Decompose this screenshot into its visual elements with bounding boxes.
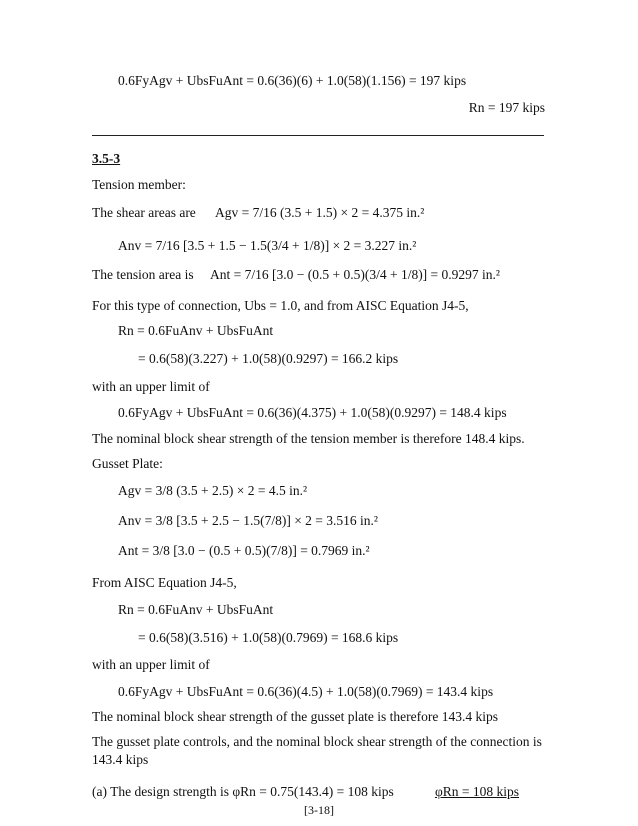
part-a-answer: φRn = 108 kips bbox=[434, 784, 519, 799]
tension-member-label: Tension member: bbox=[92, 177, 186, 192]
eq-rn-tension-member-2: = 0.6(58)(3.227) + 1.0(58)(0.9297) = 166.2 kips bbox=[138, 351, 399, 366]
nominal-strength-result-prev: Rn = 197 kips bbox=[468, 100, 545, 115]
controls-line-1: The gusset plate controls, and the nominal block shear strength of the connection is bbox=[92, 734, 542, 749]
eq-agv-tension-member: Agv = 7/16 (3.5 + 1.5) × 2 = 4.375 in.² bbox=[215, 205, 425, 220]
section-divider bbox=[92, 135, 544, 136]
gusset-plate-label: Gusset Plate: bbox=[92, 456, 163, 471]
aisc-equation-line: From AISC Equation J4-5, bbox=[92, 575, 237, 590]
eq-rn-gusset-plate-2: = 0.6(58)(3.516) + 1.0(58)(0.7969) = 168.6 kips bbox=[138, 630, 399, 645]
eq-upper-limit-tension-member: 0.6FyAgv + UbsFuAnt = 0.6(36)(4.375) + 1.0(58)(0.9297) = 148.4 kips bbox=[118, 405, 507, 420]
problem-heading: 3.5-3 bbox=[92, 151, 121, 166]
upper-limit-text-2: with an upper limit of bbox=[92, 657, 210, 672]
gusset-plate-conclusion: The nominal block shear strength of the gusset plate is therefore 143.4 kips bbox=[92, 709, 499, 724]
page-number: [3-18] bbox=[304, 803, 334, 817]
eq-anv-tension-member: Anv = 7/16 [3.5 + 1.5 − 1.5(3/4 + 1/8)] × 2 = 3.227 in.² bbox=[118, 238, 417, 253]
eq-anv-gusset-plate: Anv = 3/8 [3.5 + 2.5 − 1.5(7/8)] × 2 = 3.516 in.² bbox=[118, 513, 378, 528]
upper-limit-equation-prev: 0.6FyAgv + UbsFuAnt = 0.6(36)(6) + 1.0(58)(1.156) = 197 kips bbox=[118, 73, 467, 88]
eq-ant-tension-member: Ant = 7/16 [3.0 − (0.5 + 0.5)(3/4 + 1/8)] = 0.9297 in.² bbox=[210, 267, 500, 282]
tension-area-intro: The tension area is bbox=[92, 267, 194, 282]
eq-upper-limit-gusset-plate: 0.6FyAgv + UbsFuAnt = 0.6(36)(4.5) + 1.0(58)(0.7969) = 143.4 kips bbox=[118, 684, 494, 699]
tension-member-conclusion: The nominal block shear strength of the tension member is therefore 148.4 kips. bbox=[92, 431, 525, 446]
ubs-sentence: For this type of connection, Ubs = 1.0, and from AISC Equation J4-5, bbox=[92, 298, 469, 313]
eq-agv-gusset-plate: Agv = 3/8 (3.5 + 2.5) × 2 = 4.5 in.² bbox=[118, 483, 307, 498]
eq-rn-gusset-plate-1: Rn = 0.6FuAnv + UbsFuAnt bbox=[118, 602, 274, 617]
eq-ant-gusset-plate: Ant = 3/8 [3.0 − (0.5 + 0.5)(7/8)] = 0.7969 in.² bbox=[118, 543, 370, 558]
eq-rn-tension-member-1: Rn = 0.6FuAnv + UbsFuAnt bbox=[118, 323, 274, 338]
part-a-design-strength: (a) The design strength is φRn = 0.75(143.4) = 108 kips bbox=[92, 784, 394, 799]
upper-limit-text-1: with an upper limit of bbox=[92, 379, 210, 394]
controls-line-2: 143.4 kips bbox=[92, 752, 149, 767]
shear-areas-intro: The shear areas are bbox=[92, 205, 196, 220]
